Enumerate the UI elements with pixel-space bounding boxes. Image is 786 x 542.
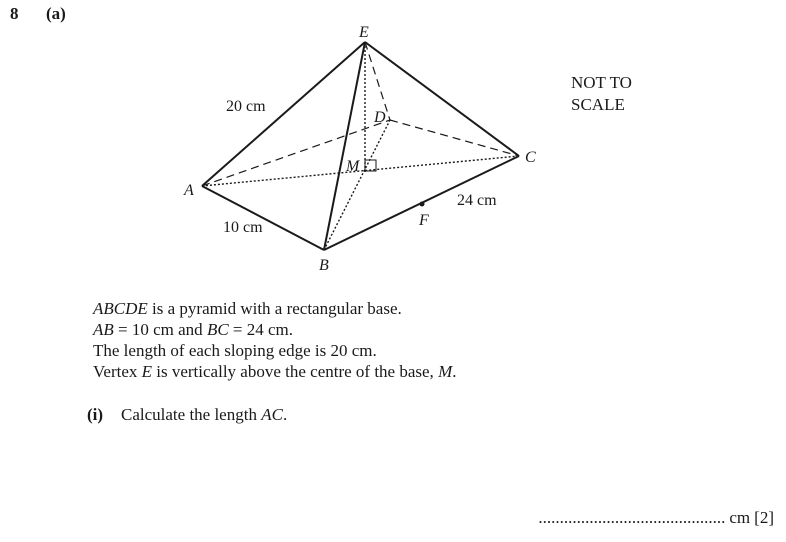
edge-AD — [202, 120, 390, 186]
scale-note-line-1: NOT TO — [571, 73, 632, 92]
diagonal-AC — [202, 156, 519, 186]
label-A: A — [184, 182, 194, 199]
answer-line[interactable] — [534, 508, 774, 528]
edge-EC — [365, 42, 519, 156]
point-F — [420, 202, 425, 207]
subquestion-text: Calculate the length AC. — [121, 405, 288, 424]
edge-DC — [390, 120, 519, 156]
answer-marks: [2] — [754, 508, 774, 527]
stem-line-2: AB = 10 cm and BC = 24 cm. — [93, 320, 294, 339]
stem-line-3: The length of each sloping edge is 20 cm. — [93, 341, 377, 360]
subquestion-label: (i) — [87, 405, 104, 424]
edge-AB — [202, 186, 324, 250]
answer-dots[interactable]: ............................................ — [538, 508, 726, 527]
not-to-scale-note — [571, 72, 632, 116]
label-C: C — [525, 149, 536, 166]
label-E: E — [359, 24, 369, 41]
question-part: (a) — [46, 4, 66, 23]
scale-note-line-2: SCALE — [571, 95, 625, 114]
stem-line-1: ABCDE is a pyramid with a rectangular base. — [93, 299, 402, 318]
stem-line-4: Vertex E is vertically above the centre of the base, M. — [93, 362, 457, 381]
label-B: B — [319, 257, 329, 274]
label-D: D — [374, 109, 386, 126]
label-M: M — [346, 158, 360, 175]
question-number: 8 — [10, 4, 19, 23]
length-BC: 24 cm — [457, 192, 497, 209]
length-AE: 20 cm — [226, 98, 266, 115]
answer-unit: cm — [729, 508, 751, 527]
length-AB: 10 cm — [223, 219, 263, 236]
label-F: F — [419, 212, 429, 229]
diagonal-BD — [324, 120, 390, 250]
